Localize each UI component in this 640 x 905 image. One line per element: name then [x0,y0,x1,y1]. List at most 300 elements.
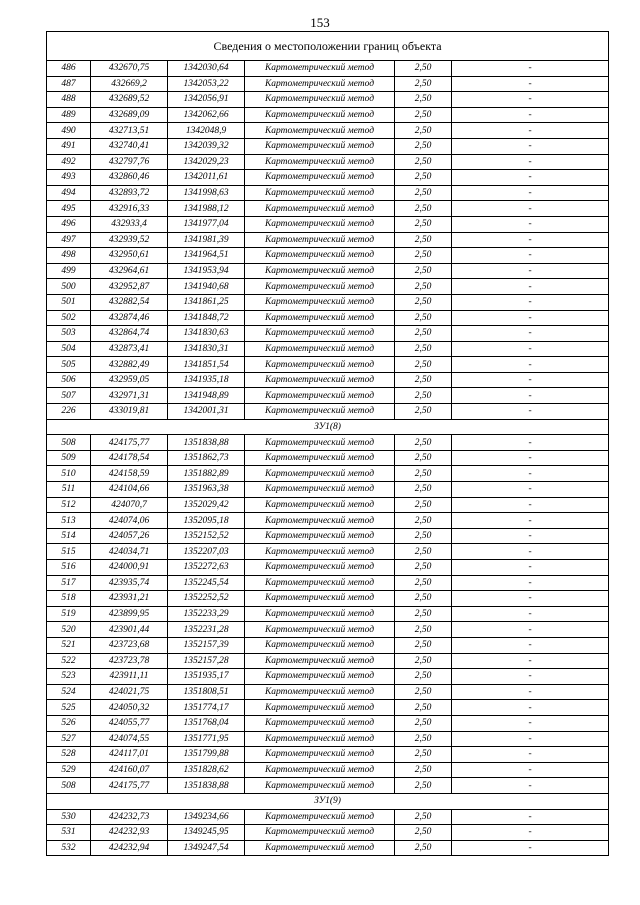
accuracy: 2,50 [395,201,452,217]
accuracy: 2,50 [395,497,452,513]
note: - [452,591,609,607]
x-coordinate: 432713,51 [91,123,168,139]
x-coordinate: 423911,11 [91,669,168,685]
x-coordinate: 424055,77 [91,715,168,731]
table-row [47,107,609,123]
point-number: 493 [47,170,91,186]
determination-method: Картометрический метод [245,450,395,466]
accuracy: 2,50 [395,326,452,342]
x-coordinate: 432882,49 [91,357,168,373]
table-row [47,653,609,669]
determination-method: Картометрический метод [245,778,395,794]
table-title: Сведения о местоположении границ объекта [47,32,609,61]
y-coordinate: 1351935,17 [168,669,245,685]
note: - [452,778,609,794]
determination-method: Картометрический метод [245,310,395,326]
x-coordinate: 424070,7 [91,497,168,513]
note: - [452,357,609,373]
determination-method: Картометрический метод [245,294,395,310]
x-coordinate: 432959,05 [91,372,168,388]
table-row [47,715,609,731]
note: - [452,715,609,731]
y-coordinate: 1352029,42 [168,497,245,513]
accuracy: 2,50 [395,263,452,279]
y-coordinate: 1352152,52 [168,528,245,544]
point-number: 497 [47,232,91,248]
y-coordinate: 1351768,04 [168,715,245,731]
point-number: 515 [47,544,91,560]
determination-method: Картометрический метод [245,92,395,108]
x-coordinate: 432860,46 [91,170,168,186]
point-number: 526 [47,715,91,731]
note: - [452,138,609,154]
note: - [452,341,609,357]
note: - [452,404,609,420]
table-row [47,279,609,295]
note: - [452,263,609,279]
note: - [452,825,609,841]
point-number: 510 [47,466,91,482]
table-row [47,450,609,466]
y-coordinate: 1351771,95 [168,731,245,747]
determination-method: Картометрический метод [245,466,395,482]
table-row [47,92,609,108]
y-coordinate: 1342029,23 [168,154,245,170]
accuracy: 2,50 [395,138,452,154]
determination-method: Картометрический метод [245,700,395,716]
accuracy: 2,50 [395,809,452,825]
note: - [452,107,609,123]
determination-method: Картометрический метод [245,201,395,217]
table-row [47,591,609,607]
point-number: 504 [47,341,91,357]
note: - [452,684,609,700]
table-row [47,61,609,77]
x-coordinate: 424050,32 [91,700,168,716]
y-coordinate: 1342039,32 [168,138,245,154]
x-coordinate: 423935,74 [91,575,168,591]
table-row [47,201,609,217]
point-number: 506 [47,372,91,388]
x-coordinate: 423931,21 [91,591,168,607]
x-coordinate: 432689,52 [91,92,168,108]
accuracy: 2,50 [395,310,452,326]
point-number: 488 [47,92,91,108]
y-coordinate: 1341848,72 [168,310,245,326]
accuracy: 2,50 [395,435,452,451]
point-number: 525 [47,700,91,716]
x-coordinate: 424034,71 [91,544,168,560]
table-row [47,435,609,451]
x-coordinate: 432873,41 [91,341,168,357]
table-row [47,404,609,420]
determination-method: Картометрический метод [245,341,395,357]
y-coordinate: 1352233,29 [168,606,245,622]
x-coordinate: 424074,55 [91,731,168,747]
table-row [47,154,609,170]
table-row [47,170,609,186]
note: - [452,809,609,825]
note: - [452,326,609,342]
note: - [452,279,609,295]
determination-method: Картометрический метод [245,248,395,264]
table-row [47,497,609,513]
note: - [452,513,609,529]
y-coordinate: 1352095,18 [168,513,245,529]
section-row [47,793,609,809]
note: - [452,560,609,576]
y-coordinate: 1341830,31 [168,341,245,357]
determination-method: Картометрический метод [245,513,395,529]
point-number: 527 [47,731,91,747]
table-row [47,294,609,310]
note: - [452,622,609,638]
y-coordinate: 1352231,28 [168,622,245,638]
table-row [47,544,609,560]
point-number: 492 [47,154,91,170]
y-coordinate: 1342053,22 [168,76,245,92]
determination-method: Картометрический метод [245,357,395,373]
determination-method: Картометрический метод [245,279,395,295]
x-coordinate: 424000,91 [91,560,168,576]
determination-method: Картометрический метод [245,731,395,747]
y-coordinate: 1352157,39 [168,637,245,653]
note: - [452,544,609,560]
note: - [452,435,609,451]
accuracy: 2,50 [395,248,452,264]
accuracy: 2,50 [395,357,452,373]
accuracy: 2,50 [395,294,452,310]
point-number: 531 [47,825,91,841]
determination-method: Картометрический метод [245,372,395,388]
determination-method: Картометрический метод [245,684,395,700]
point-number: 499 [47,263,91,279]
x-coordinate: 432864,74 [91,326,168,342]
x-coordinate: 424117,01 [91,747,168,763]
point-number: 522 [47,653,91,669]
x-coordinate: 424178,54 [91,450,168,466]
table-row [47,341,609,357]
y-coordinate: 1341948,89 [168,388,245,404]
note: - [452,76,609,92]
y-coordinate: 1351963,38 [168,482,245,498]
table-row [47,326,609,342]
y-coordinate: 1351882,89 [168,466,245,482]
y-coordinate: 1352207,03 [168,544,245,560]
note: - [452,637,609,653]
note: - [452,310,609,326]
table-row [47,825,609,841]
y-coordinate: 1341977,04 [168,216,245,232]
point-number: 520 [47,622,91,638]
accuracy: 2,50 [395,637,452,653]
accuracy: 2,50 [395,482,452,498]
accuracy: 2,50 [395,669,452,685]
x-coordinate: 432950,61 [91,248,168,264]
accuracy: 2,50 [395,778,452,794]
x-coordinate: 432964,61 [91,263,168,279]
point-number: 513 [47,513,91,529]
determination-method: Картометрический метод [245,497,395,513]
accuracy: 2,50 [395,684,452,700]
note: - [452,92,609,108]
x-coordinate: 432669,2 [91,76,168,92]
y-coordinate: 1351838,88 [168,778,245,794]
determination-method: Картометрический метод [245,669,395,685]
table-title-row [47,32,609,61]
table-row [47,731,609,747]
determination-method: Картометрический метод [245,825,395,841]
accuracy: 2,50 [395,747,452,763]
point-number: 507 [47,388,91,404]
accuracy: 2,50 [395,825,452,841]
accuracy: 2,50 [395,76,452,92]
table-row [47,123,609,139]
x-coordinate: 424074,06 [91,513,168,529]
x-coordinate: 424158,59 [91,466,168,482]
note: - [452,372,609,388]
x-coordinate: 432971,31 [91,388,168,404]
table-row [47,637,609,653]
determination-method: Картометрический метод [245,482,395,498]
boundary-coordinates-table [46,31,609,856]
note: - [452,450,609,466]
determination-method: Картометрический метод [245,715,395,731]
accuracy: 2,50 [395,404,452,420]
y-coordinate: 1349247,54 [168,840,245,856]
x-coordinate: 423901,44 [91,622,168,638]
note: - [452,201,609,217]
determination-method: Картометрический метод [245,575,395,591]
determination-method: Картометрический метод [245,622,395,638]
point-number: 491 [47,138,91,154]
table-row [47,248,609,264]
determination-method: Картометрический метод [245,747,395,763]
accuracy: 2,50 [395,466,452,482]
determination-method: Картометрический метод [245,637,395,653]
point-number: 508 [47,435,91,451]
x-coordinate: 433019,81 [91,404,168,420]
determination-method: Картометрический метод [245,606,395,622]
x-coordinate: 432916,33 [91,201,168,217]
determination-method: Картометрический метод [245,123,395,139]
determination-method: Картометрический метод [245,762,395,778]
note: - [452,154,609,170]
note: - [452,61,609,77]
accuracy: 2,50 [395,840,452,856]
y-coordinate: 1342048,9 [168,123,245,139]
y-coordinate: 1341981,39 [168,232,245,248]
y-coordinate: 1351808,51 [168,684,245,700]
section-label: ЗУ1(9) [47,793,609,809]
y-coordinate: 1351774,17 [168,700,245,716]
point-number: 505 [47,357,91,373]
accuracy: 2,50 [395,450,452,466]
y-coordinate: 1342056,91 [168,92,245,108]
section-label: ЗУ1(8) [47,419,609,435]
accuracy: 2,50 [395,653,452,669]
point-number: 509 [47,450,91,466]
table-row [47,466,609,482]
accuracy: 2,50 [395,606,452,622]
point-number: 494 [47,185,91,201]
y-coordinate: 1351799,88 [168,747,245,763]
table-row [47,528,609,544]
accuracy: 2,50 [395,232,452,248]
note: - [452,248,609,264]
table-row [47,482,609,498]
x-coordinate: 423723,68 [91,637,168,653]
determination-method: Картометрический метод [245,653,395,669]
determination-method: Картометрический метод [245,61,395,77]
point-number: 518 [47,591,91,607]
table-row [47,669,609,685]
section-row [47,419,609,435]
determination-method: Картометрический метод [245,138,395,154]
note: - [452,482,609,498]
note: - [452,170,609,186]
table-row [47,560,609,576]
x-coordinate: 424232,73 [91,809,168,825]
accuracy: 2,50 [395,560,452,576]
table-row [47,357,609,373]
y-coordinate: 1341830,63 [168,326,245,342]
table-row [47,216,609,232]
point-number: 516 [47,560,91,576]
determination-method: Картометрический метод [245,404,395,420]
determination-method: Картометрический метод [245,840,395,856]
point-number: 529 [47,762,91,778]
accuracy: 2,50 [395,107,452,123]
x-coordinate: 432952,87 [91,279,168,295]
y-coordinate: 1352252,52 [168,591,245,607]
point-number: 524 [47,684,91,700]
point-number: 500 [47,279,91,295]
y-coordinate: 1352245,54 [168,575,245,591]
page-number: 153 [310,15,330,30]
y-coordinate: 1342030,64 [168,61,245,77]
table-row [47,778,609,794]
note: - [452,528,609,544]
y-coordinate: 1352157,28 [168,653,245,669]
accuracy: 2,50 [395,216,452,232]
determination-method: Картометрический метод [245,809,395,825]
note: - [452,185,609,201]
point-number: 521 [47,637,91,653]
table-row [47,747,609,763]
note: - [452,700,609,716]
note: - [452,497,609,513]
table-row [47,372,609,388]
y-coordinate: 1341988,12 [168,201,245,217]
note: - [452,232,609,248]
note: - [452,731,609,747]
note: - [452,466,609,482]
y-coordinate: 1351838,88 [168,435,245,451]
accuracy: 2,50 [395,715,452,731]
point-number: 512 [47,497,91,513]
x-coordinate: 424057,26 [91,528,168,544]
determination-method: Картометрический метод [245,591,395,607]
y-coordinate: 1341964,51 [168,248,245,264]
determination-method: Картометрический метод [245,216,395,232]
determination-method: Картометрический метод [245,170,395,186]
accuracy: 2,50 [395,731,452,747]
table-row [47,388,609,404]
point-number: 532 [47,840,91,856]
determination-method: Картометрический метод [245,107,395,123]
point-number: 502 [47,310,91,326]
determination-method: Картометрический метод [245,528,395,544]
y-coordinate: 1352272,63 [168,560,245,576]
x-coordinate: 432740,41 [91,138,168,154]
x-coordinate: 432893,72 [91,185,168,201]
determination-method: Картометрический метод [245,232,395,248]
note: - [452,653,609,669]
y-coordinate: 1342011,61 [168,170,245,186]
accuracy: 2,50 [395,622,452,638]
determination-method: Картометрический метод [245,544,395,560]
x-coordinate: 424175,77 [91,435,168,451]
point-number: 489 [47,107,91,123]
note: - [452,575,609,591]
accuracy: 2,50 [395,591,452,607]
point-number: 530 [47,809,91,825]
table-row [47,762,609,778]
note: - [452,294,609,310]
note: - [452,123,609,139]
determination-method: Картометрический метод [245,388,395,404]
note: - [452,388,609,404]
accuracy: 2,50 [395,388,452,404]
table-row [47,575,609,591]
table-row [47,263,609,279]
y-coordinate: 1342062,66 [168,107,245,123]
table-row [47,76,609,92]
point-number: 523 [47,669,91,685]
table-row [47,513,609,529]
y-coordinate: 1341998,63 [168,185,245,201]
x-coordinate: 432933,4 [91,216,168,232]
x-coordinate: 423723,78 [91,653,168,669]
y-coordinate: 1341851,54 [168,357,245,373]
determination-method: Картометрический метод [245,263,395,279]
table-row [47,310,609,326]
y-coordinate: 1349245,95 [168,825,245,841]
accuracy: 2,50 [395,513,452,529]
accuracy: 2,50 [395,61,452,77]
x-coordinate: 432797,76 [91,154,168,170]
note: - [452,216,609,232]
table-row [47,684,609,700]
table-row [47,622,609,638]
x-coordinate: 424104,66 [91,482,168,498]
x-coordinate: 424232,94 [91,840,168,856]
note: - [452,747,609,763]
y-coordinate: 1351862,73 [168,450,245,466]
accuracy: 2,50 [395,372,452,388]
determination-method: Картометрический метод [245,154,395,170]
y-coordinate: 1341861,25 [168,294,245,310]
point-number: 495 [47,201,91,217]
note: - [452,606,609,622]
y-coordinate: 1351828,62 [168,762,245,778]
point-number: 511 [47,482,91,498]
point-number: 487 [47,76,91,92]
accuracy: 2,50 [395,185,452,201]
determination-method: Картометрический метод [245,326,395,342]
accuracy: 2,50 [395,279,452,295]
